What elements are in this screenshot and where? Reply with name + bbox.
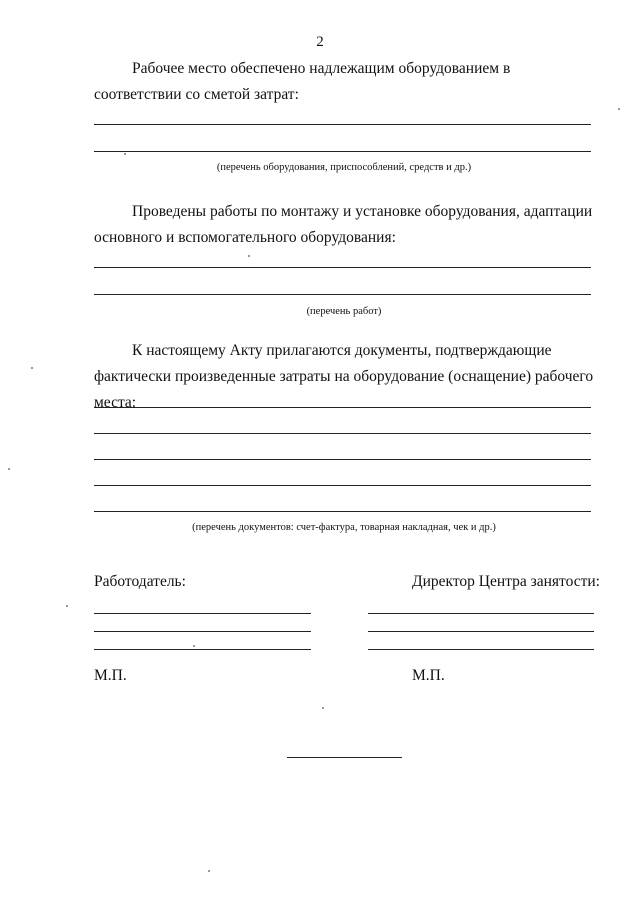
documents-paragraph [94,338,600,416]
equipment-fill-line-2[interactable] [94,151,591,152]
stamp-place-right: М.П. [412,667,445,684]
documents-fill-line-2[interactable] [94,433,591,434]
page-number: 2 [316,34,324,50]
documents-fill-line-1[interactable] [94,407,591,408]
works-caption: (перечень работ) [306,306,382,317]
documents-text: К настоящему Акту прилагаются документы, подтверждающие фактически произведенные затраты на оборудование (оснащение) рабочего места: [94,342,594,411]
employer-signature-line-3[interactable] [94,649,311,650]
director-signature-line-1[interactable] [368,613,594,614]
employer-signature-line-2[interactable] [94,631,311,632]
equipment-text: Рабочее место обеспечено надлежащим оборудованием в соответствии со сметой затрат: [94,60,511,103]
works-text: Проведены работы по монтажу и установке оборудования, адаптации основного и вспомогательного оборудования: [94,203,593,246]
employer-label: Работодатель: [94,573,186,590]
scan-speck [124,153,126,155]
equipment-caption: (перечень оборудования, приспособлений, средств и др.) [216,162,472,173]
scan-speck [8,468,10,470]
works-fill-line-1[interactable] [94,267,591,268]
end-separator-line [287,757,402,758]
director-signature-line-2[interactable] [368,631,594,632]
director-signature-line-3[interactable] [368,649,594,650]
scan-speck [193,645,195,647]
equipment-fill-line-1[interactable] [94,124,591,125]
scan-speck [618,108,620,110]
director-label: Директор Центра занятости: [412,573,600,590]
documents-fill-line-3[interactable] [94,459,591,460]
scan-speck [322,707,324,709]
scan-speck [208,870,210,872]
scan-speck [31,367,33,369]
scan-speck [248,255,250,257]
scan-speck [66,605,68,607]
documents-fill-line-5[interactable] [94,511,591,512]
equipment-paragraph [94,56,600,108]
documents-caption: (перечень документов: счет-фактура, товарная накладная, чек и др.) [192,522,496,533]
works-fill-line-2[interactable] [94,294,591,295]
employer-signature-line-1[interactable] [94,613,311,614]
documents-fill-line-4[interactable] [94,485,591,486]
stamp-place-left: М.П. [94,667,127,684]
works-paragraph [94,199,600,251]
